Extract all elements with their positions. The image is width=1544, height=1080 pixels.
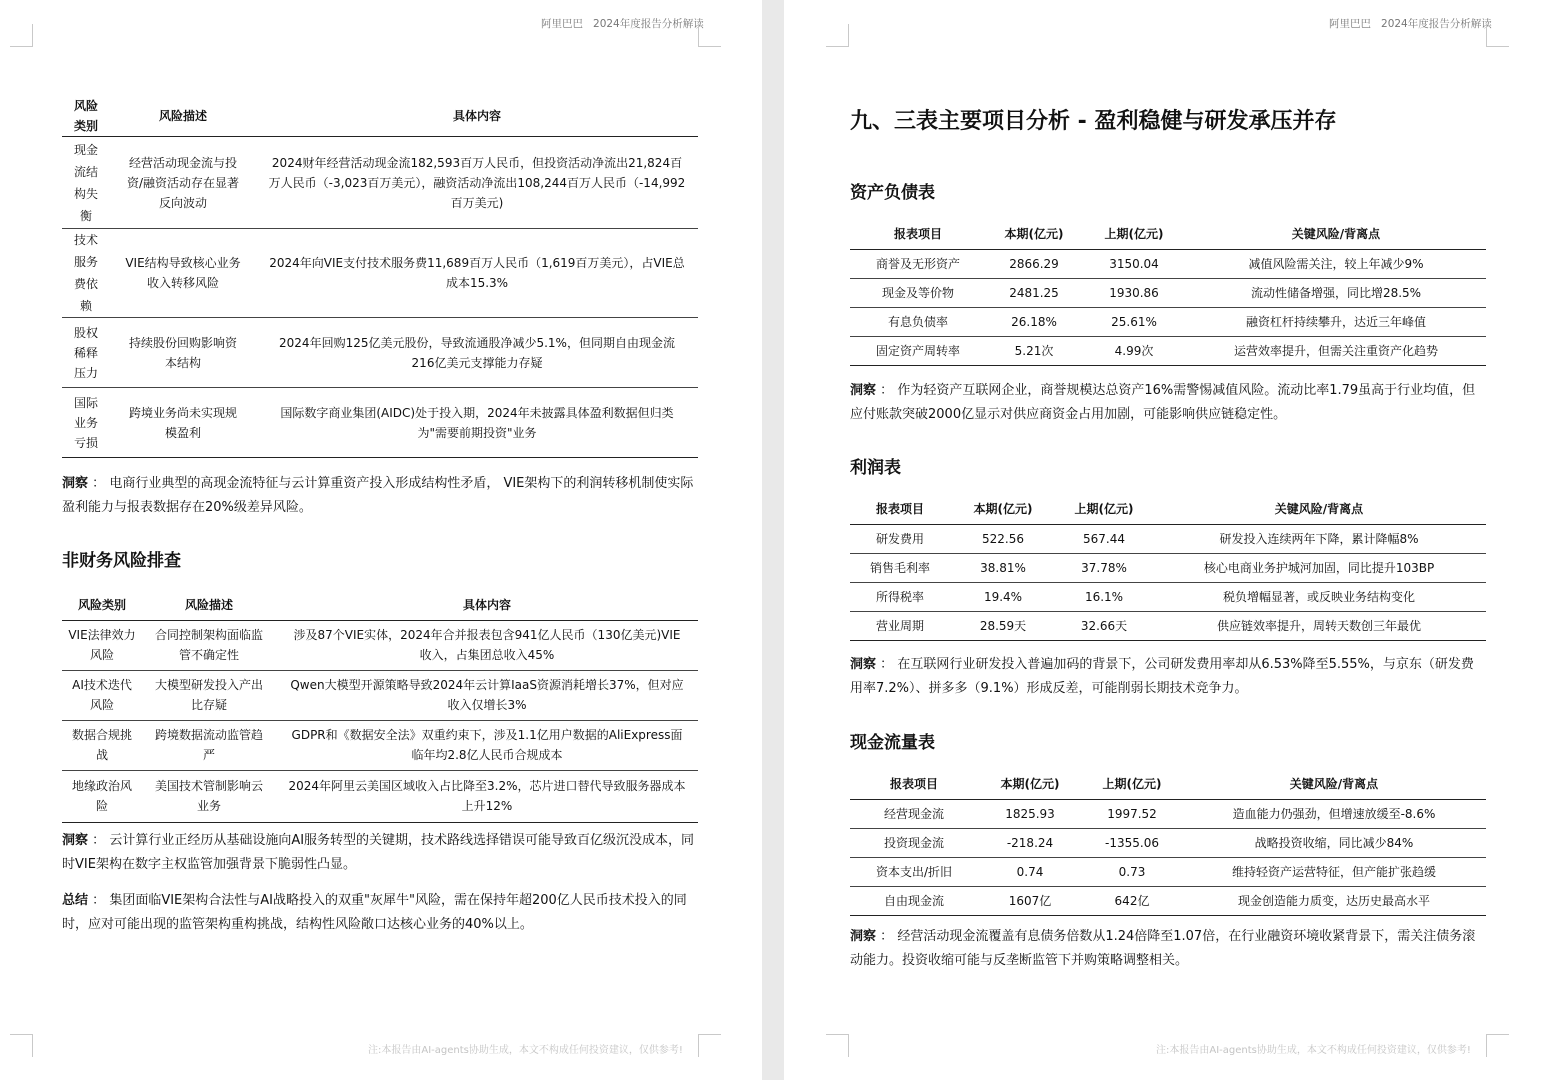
table-cell: 1997.52 (1082, 799, 1182, 828)
balance-sheet-table (850, 219, 1486, 366)
summary-text: 集团面临VIE架构合法性与AI战略投入的双重"灰犀牛"风险，需在保持年超200亿人民币技术投入的同时，应对可能出现的监管架构重构挑战，结构性风险敞口达核心业务的40%以上。 (62, 893, 687, 932)
table-row (62, 770, 698, 822)
insight-sep: ： (880, 657, 894, 672)
table-cell: 642亿 (1082, 886, 1182, 915)
insight-label: 洞察 (850, 929, 877, 944)
crop-mark (10, 24, 33, 47)
table-row (62, 318, 698, 388)
table-cell: Qwen大模型开源策略导致2024年云计算IaaS资源消耗增长37%，但对应收入仅增长3% (276, 670, 698, 720)
col-header: 风险描述 (142, 590, 276, 620)
table-cell: 固定资产周转率 (850, 336, 986, 365)
crop-mark (10, 1034, 33, 1057)
table-cell: 营业周期 (850, 611, 950, 640)
table-cell: 核心电商业务护城河加固，同比提升103BP (1152, 553, 1486, 582)
insight-label: 洞察 (850, 657, 877, 672)
col-header: 风险描述 (110, 96, 256, 137)
col-header: 报表项目 (850, 219, 986, 249)
insight-paragraph (850, 925, 1486, 973)
col-header: 关键风险/背离点 (1152, 494, 1486, 524)
table-cell: -218.24 (978, 828, 1082, 857)
table-cell: 国际数字商业集团(AIDC)处于投入期，2024年未披露具体盈利数据但归类为"需要前期投资"业务 (256, 388, 698, 458)
insight-paragraph (62, 829, 698, 877)
table-cell: 经营活动现金流与投资/融资活动存在显著反向波动 (110, 137, 256, 229)
table-cell: 2024年回购125亿美元股份，导致流通股净减少5.1%，但同期自由现金流216亿美元支撑能力存疑 (256, 318, 698, 388)
header-company: 阿里巴巴 (541, 18, 583, 30)
insight-sep: ： (880, 383, 894, 398)
table-row (850, 336, 1486, 365)
table-row (62, 137, 698, 229)
page-footer: 注:本报告由AI-agents协助生成，本文不构成任何投资建议，仅供参考! (368, 1045, 683, 1056)
page-header (1329, 16, 1492, 31)
table-cell: 自由现金流 (850, 886, 978, 915)
table-cell: 股权稀释压力 (62, 318, 110, 388)
table-cell: 造血能力仍强劲，但增速放缓至-8.6% (1182, 799, 1486, 828)
table-cell: 流动性储备增强，同比增28.5% (1186, 278, 1486, 307)
crop-mark (698, 1034, 721, 1057)
table-cell: 供应链效率提升，周转天数创三年最优 (1152, 611, 1486, 640)
section-title-nonfinancial: 非财务风险排查 (62, 551, 181, 571)
table-row (850, 307, 1486, 336)
col-header: 报表项目 (850, 494, 950, 524)
insight-paragraph (62, 472, 698, 520)
table-row (62, 720, 698, 770)
page-title: 九、三表主要项目分析 - 盈利稳健与研发承压并存 (850, 109, 1337, 134)
crop-mark (826, 24, 849, 47)
col-header: 关键风险/背离点 (1182, 769, 1486, 799)
table-cell: AI技术迭代风险 (62, 670, 142, 720)
col-header: 具体内容 (256, 96, 698, 137)
col-header: 本期(亿元) (978, 769, 1082, 799)
col-header: 上期(亿元) (1082, 769, 1182, 799)
table-cell: 维持轻资产运营特征，但产能扩张趋缓 (1182, 857, 1486, 886)
report-page-left (0, 0, 762, 1080)
col-header: 上期(亿元) (1056, 494, 1152, 524)
table-cell: -1355.06 (1082, 828, 1182, 857)
table-cell: 地缘政治风险 (62, 770, 142, 822)
income-table-wrap (850, 494, 1486, 641)
page-footer: 注:本报告由AI-agents协助生成，本文不构成任何投资建议，仅供参考! (1156, 1045, 1471, 1056)
insight-label: 洞察 (62, 476, 89, 491)
table-cell: 2024财年经营活动现金流182,593百万人民币，但投资活动净流出21,824百万人民币（-3,023百万美元），融资活动净流出108,244百万人民币（-14,992百万美元) (256, 137, 698, 229)
table-cell: 经营现金流 (850, 799, 978, 828)
table-cell: 25.61% (1082, 307, 1186, 336)
table-cell: 37.78% (1056, 553, 1152, 582)
table-header-row (62, 590, 698, 620)
section-title-balance: 资产负债表 (850, 183, 935, 203)
table-cell: 资本支出/折旧 (850, 857, 978, 886)
summary-paragraph (62, 889, 698, 937)
insight-sep: ： (880, 929, 894, 944)
crop-mark (826, 1034, 849, 1057)
header-report: 2024年度报告分析解读 (593, 18, 704, 30)
insight-sep: ： (92, 833, 106, 848)
table-cell: 商誉及无形资产 (850, 249, 986, 278)
col-header: 报表项目 (850, 769, 978, 799)
table-cell: 4.99次 (1082, 336, 1186, 365)
cashflow-table-wrap (850, 769, 1486, 916)
table-cell: 16.1% (1056, 582, 1152, 611)
table-header-row (62, 96, 698, 137)
table-row (850, 886, 1486, 915)
table-row (850, 524, 1486, 553)
table-cell: VIE结构导致核心业务收入转移风险 (110, 229, 256, 318)
table-row (62, 670, 698, 720)
table-cell: 28.59天 (950, 611, 1056, 640)
crop-mark (698, 24, 721, 47)
table-cell: 现金流结构失衡 (62, 137, 110, 229)
table-cell: 所得税率 (850, 582, 950, 611)
table-cell: GDPR和《数据安全法》双重约束下，涉及1.1亿用户数据的AliExpress面临年均2.8亿人民币合规成本 (276, 720, 698, 770)
table-header-row (850, 769, 1486, 799)
table-row (62, 229, 698, 318)
insight-text: 在互联网行业研发投入普遍加码的背景下，公司研发费用率却从6.53%降至5.55%，与京东（研发费用率7.2%）、拼多多（9.1%）形成反差，可能削弱长期技术竞争力。 (850, 657, 1474, 696)
table-cell: 2481.25 (986, 278, 1082, 307)
table-row (62, 388, 698, 458)
nonfinancial-risk-table-wrap (62, 590, 698, 823)
insight-text: 云计算行业正经历从基础设施向AI服务转型的关键期，技术路线选择错误可能导致百亿级沉没成本，同时VIE架构在数字主权监管加强背景下脆弱性凸显。 (62, 833, 695, 872)
table-cell: 0.74 (978, 857, 1082, 886)
table-row (850, 582, 1486, 611)
table-cell: 522.56 (950, 524, 1056, 553)
table-row (62, 620, 698, 670)
insight-text: 电商行业典型的高现金流特征与云计算重资产投入形成结构性矛盾， VIE架构下的利润转移机制使实际盈利能力与报表数据存在20%级差异风险。 (62, 476, 694, 515)
col-header: 本期(亿元) (986, 219, 1082, 249)
table-cell: 税负增幅显著，或反映业务结构变化 (1152, 582, 1486, 611)
section-title-income: 利润表 (850, 458, 901, 478)
table-cell: 3150.04 (1082, 249, 1186, 278)
financial-risk-table-wrap (62, 96, 698, 458)
financial-risk-table (62, 96, 698, 458)
summary-label: 总结 (62, 893, 89, 908)
table-cell: 运营效率提升，但需关注重资产化趋势 (1186, 336, 1486, 365)
table-cell: 1825.93 (978, 799, 1082, 828)
table-row (850, 799, 1486, 828)
table-cell: 5.21次 (986, 336, 1082, 365)
table-cell: 38.81% (950, 553, 1056, 582)
insight-text: 作为轻资产互联网企业，商誉规模达总资产16%需警惕减值风险。流动比率1.79虽高于行业均值，但应付账款突破2000亿显示对供应商资金占用加剧，可能影响供应链稳定性。 (850, 383, 1476, 422)
table-row (850, 828, 1486, 857)
table-cell: 融资杠杆持续攀升，达近三年峰值 (1186, 307, 1486, 336)
table-cell: 2024年阿里云美国区域收入占比降至3.2%，芯片进口替代导致服务器成本上升12% (276, 770, 698, 822)
table-header-row (850, 494, 1486, 524)
table-cell: 跨境业务尚未实现规模盈利 (110, 388, 256, 458)
header-company: 阿里巴巴 (1329, 18, 1371, 30)
table-cell: 涉及87个VIE实体，2024年合并报表包含941亿人民币（130亿美元)VIE收入，占集团总收入45% (276, 620, 698, 670)
insight-text: 经营活动现金流覆盖有息债务倍数从1.24倍降至1.07倍，在行业融资环境收紧背景下，需关注债务滚动能力。投资收缩可能与反垄断监管下并购策略调整相关。 (850, 929, 1476, 968)
table-cell: 研发费用 (850, 524, 950, 553)
table-cell: 19.4% (950, 582, 1056, 611)
table-cell: 投资现金流 (850, 828, 978, 857)
table-cell: 研发投入连续两年下降，累计降幅8% (1152, 524, 1486, 553)
table-cell: 有息负债率 (850, 307, 986, 336)
insight-paragraph (850, 653, 1486, 701)
crop-mark (1486, 24, 1509, 47)
table-cell: 美国技术管制影响云业务 (142, 770, 276, 822)
insight-sep: ： (92, 476, 106, 491)
table-cell: 数据合规挑战 (62, 720, 142, 770)
header-report: 2024年度报告分析解读 (1381, 18, 1492, 30)
col-header: 风险类别 (62, 590, 142, 620)
table-cell: 0.73 (1082, 857, 1182, 886)
table-row (850, 611, 1486, 640)
table-cell: 2024年向VIE支付技术服务费11,689百万人民币（1,619百万美元），占VIE总成本15.3% (256, 229, 698, 318)
col-header: 具体内容 (276, 590, 698, 620)
table-cell: 大模型研发投入产出比存疑 (142, 670, 276, 720)
table-cell: 现金创造能力质变，达历史最高水平 (1182, 886, 1486, 915)
table-row (850, 553, 1486, 582)
nonfinancial-risk-table (62, 590, 698, 823)
table-cell: 减值风险需关注，较上年减少9% (1186, 249, 1486, 278)
table-cell: 合同控制架构面临监管不确定性 (142, 620, 276, 670)
section-title-cashflow: 现金流量表 (850, 733, 935, 753)
table-cell: 32.66天 (1056, 611, 1152, 640)
report-page-right (784, 0, 1544, 1080)
cashflow-statement-table (850, 769, 1486, 916)
table-row (850, 857, 1486, 886)
table-cell: 国际业务亏损 (62, 388, 110, 458)
balance-table-wrap (850, 219, 1486, 366)
table-cell: 销售毛利率 (850, 553, 950, 582)
col-header: 关键风险/背离点 (1186, 219, 1486, 249)
insight-label: 洞察 (62, 833, 89, 848)
page-header (541, 16, 704, 31)
table-cell: 1607亿 (978, 886, 1082, 915)
table-row (850, 249, 1486, 278)
table-cell: 26.18% (986, 307, 1082, 336)
table-cell: 战略投资收缩，同比减少84% (1182, 828, 1486, 857)
col-header: 本期(亿元) (950, 494, 1056, 524)
insight-paragraph (850, 379, 1486, 427)
insight-label: 洞察 (850, 383, 877, 398)
crop-mark (1486, 1034, 1509, 1057)
income-statement-table (850, 494, 1486, 641)
col-header: 上期(亿元) (1082, 219, 1186, 249)
table-cell: 567.44 (1056, 524, 1152, 553)
table-cell: VIE法律效力风险 (62, 620, 142, 670)
summary-sep: ： (92, 893, 106, 908)
table-cell: 2866.29 (986, 249, 1082, 278)
table-cell: 跨境数据流动监管趋严 (142, 720, 276, 770)
table-cell: 技术服务费依赖 (62, 229, 110, 318)
table-cell: 持续股份回购影响资本结构 (110, 318, 256, 388)
col-header: 风险类别 (62, 96, 110, 137)
table-cell: 1930.86 (1082, 278, 1186, 307)
table-row (850, 278, 1486, 307)
table-header-row (850, 219, 1486, 249)
table-cell: 现金及等价物 (850, 278, 986, 307)
